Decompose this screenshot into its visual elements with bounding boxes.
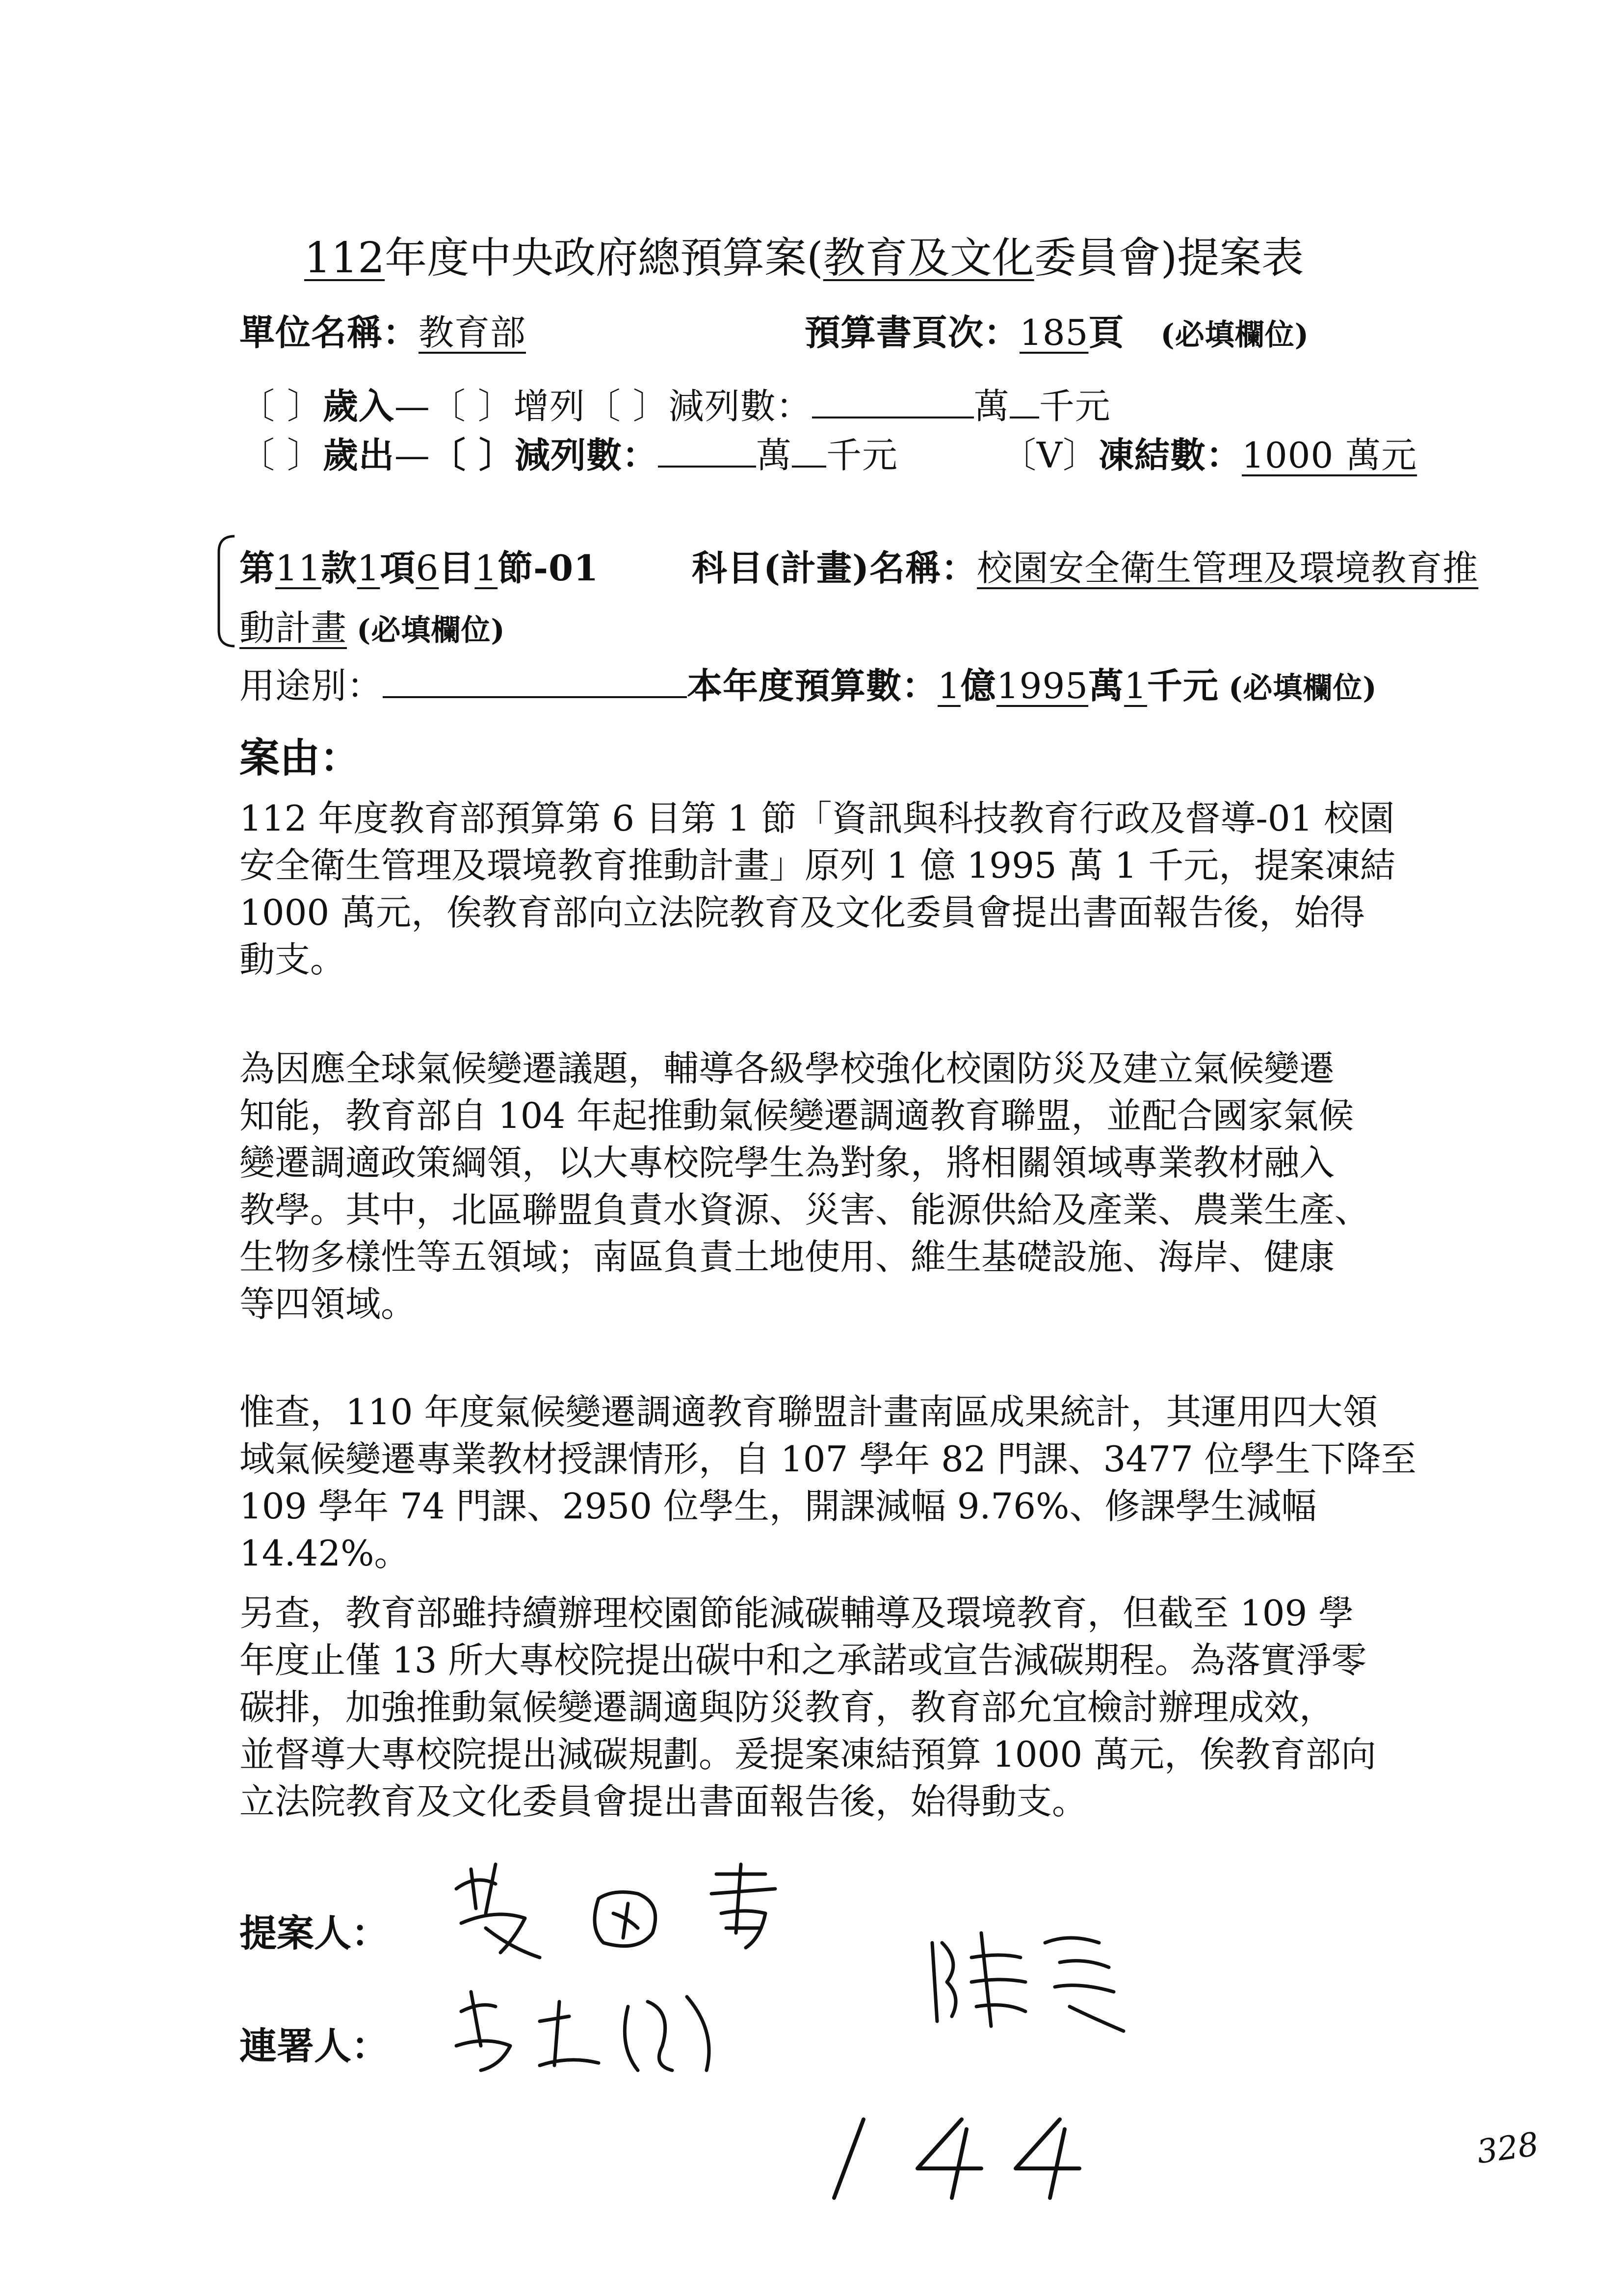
budget-yi: 1 <box>938 665 961 706</box>
p2-line-1: 為因應全球氣候變遷議題，輔導各級學校強化校園防災及建立氣候變遷 <box>239 1048 1335 1089</box>
page-suffix: 頁 <box>1088 312 1125 353</box>
budget-yi-label: 億 <box>960 665 996 706</box>
jie-label: 節-01 <box>498 547 599 589</box>
expenditure-qian: 千元 <box>826 435 898 476</box>
purpose-label: 用途別： <box>239 665 383 706</box>
title-text-2: 委員會)提案表 <box>1034 234 1304 283</box>
freeze-label: 凍結數： <box>1099 434 1242 476</box>
page-ref <box>805 304 1309 355</box>
xiang-value: 1 <box>357 548 380 589</box>
p2-line-3: 變遷調適政策綱領，以大專校院學生為對象，將相關領域專業教材融入 <box>239 1142 1335 1183</box>
revenue-dash: — <box>394 386 430 427</box>
p2-line-2: 知能，教育部自 104 年起推動氣候變遷調適教育聯盟，並配合國家氣候 <box>239 1095 1354 1136</box>
cosigner-signature-1 <box>442 1972 746 2085</box>
corner-number: 328 <box>1474 2125 1541 2171</box>
subject-continuation <box>239 600 505 651</box>
title-year: 112 <box>304 234 385 283</box>
budget-qian-label: 千元 <box>1147 665 1219 706</box>
p1-line-1: 112 年度教育部預算第 6 目第 1 節「資訊與科技教育行政及督導-01 校園 <box>239 798 1395 839</box>
p2-line-6: 等四領域。 <box>239 1283 417 1325</box>
form-title <box>304 224 1304 285</box>
revenue-qian-blank <box>1010 385 1039 418</box>
p4-line-2: 年度止僅 13 所大專校院提出碳中和之承諾或宣告減碳期程。為落實淨零 <box>239 1640 1367 1681</box>
subject-label: 科目(計畫)名稱： <box>692 547 977 589</box>
page-label: 預算書頁次： <box>805 312 1020 353</box>
item-required-note: (必填欄位) <box>357 613 505 648</box>
revenue-wan: 萬 <box>973 386 1010 427</box>
expenditure-wan-blank <box>658 434 756 468</box>
title-text-1: 年度中央政府總預算案( <box>385 234 823 283</box>
p1-line-2: 安全衛生管理及環境教育推動計畫」原列 1 億 1995 萬 1 千元，提案凍結 <box>239 845 1396 886</box>
p3-line-1: 惟查，110 年度氣候變遷調適教育聯盟計畫南區成果統計，其運用四大領 <box>239 1391 1378 1433</box>
freeze-value: 1000 萬元 <box>1242 435 1417 476</box>
unit-value: 教育部 <box>419 312 526 353</box>
revenue-bracket: 〔 〕 <box>239 386 323 427</box>
cosigner-label: 連署人： <box>239 2024 389 2068</box>
p4-line-5: 立法院教育及文化委員會提出書面報告後，始得動支。 <box>239 1781 1088 1822</box>
expenditure-line <box>239 427 898 478</box>
revenue-label: 歲入 <box>322 385 394 427</box>
mu-label: 目 <box>439 547 475 589</box>
cosigner-signature-2 <box>913 1913 1148 2051</box>
page-number-text <box>805 2110 1109 2208</box>
jie-value: 1 <box>474 548 498 589</box>
p2-line-4: 教學。其中，北區聯盟負責水資源、災害、能源供給及產業、農業生產、 <box>239 1189 1370 1230</box>
unit-label: 單位名稱： <box>239 312 419 353</box>
purpose-required-note: (必填欄位) <box>1228 671 1377 705</box>
purpose-blank <box>383 665 687 698</box>
expenditure-label: 歲出 <box>322 434 394 476</box>
expenditure-qian-blank <box>792 434 826 468</box>
revenue-wan-blank <box>812 385 974 418</box>
revenue-qian: 千元 <box>1039 386 1111 427</box>
page-value: 185 <box>1020 312 1089 353</box>
subject-field <box>692 540 1478 591</box>
revenue-line <box>239 378 1111 429</box>
kuan-value: 11 <box>275 548 321 589</box>
kuan-prefix: 第 <box>239 547 276 589</box>
reason-paragraph-3 <box>239 1388 1437 1577</box>
title-committee: 教育及文化 <box>823 234 1034 283</box>
kuan-label: 款 <box>321 547 357 589</box>
purpose-line <box>239 657 1377 708</box>
reason-heading: 案由： <box>239 734 361 782</box>
expenditure-wan: 萬 <box>756 435 792 476</box>
budget-qian: 1 <box>1124 665 1147 706</box>
expenditure-bracket: 〔 〕 <box>239 435 323 476</box>
mu-value: 6 <box>416 548 439 589</box>
revenue-increase: 〔 〕增列 <box>430 386 585 427</box>
budget-wan-label: 萬 <box>1088 665 1125 706</box>
budget-wan: 1995 <box>996 665 1089 706</box>
expenditure-decrease: 〔 〕減列數： <box>430 434 658 476</box>
freeze-field <box>1001 427 1417 478</box>
p1-line-3: 1000 萬元，俟教育部向立法院教育及文化委員會提出書面報告後，始得 <box>239 892 1365 933</box>
revenue-decrease: 〔 〕減列數： <box>585 386 812 427</box>
xiang-label: 項 <box>380 547 416 589</box>
p4-line-4: 並督導大專校院提出減碳規劃。爰提案凍結預算 1000 萬元，俟教育部向 <box>239 1734 1377 1775</box>
freeze-bracket: 〔V〕 <box>1001 435 1099 476</box>
p2-line-5: 生物多樣性等五領域；南區負責土地使用、維生基礎設施、海岸、健康 <box>239 1236 1335 1278</box>
subject-line-2: 動計畫 <box>239 607 347 649</box>
item-brace <box>210 532 239 650</box>
p1-line-4: 動支。 <box>239 939 346 980</box>
proposer-signature <box>442 1854 864 1972</box>
p4-line-1: 另查，教育部雖持續辦理校園節能減碳輔導及環境教育，但截至 109 學 <box>239 1592 1354 1634</box>
p3-line-2: 域氣候變遷專業教材授課情形，自 107 學年 82 門課、3477 位學生下降至 <box>239 1438 1416 1480</box>
required-note: (必填欄位) <box>1160 318 1310 352</box>
reason-paragraph-1 <box>239 795 1437 983</box>
reason-paragraph-4 <box>239 1590 1437 1825</box>
expenditure-dash: — <box>394 435 430 476</box>
unit-line <box>239 304 762 355</box>
budget-label: 本年度預算數： <box>687 665 938 706</box>
subject-line-1: 校園安全衛生管理及環境教育推 <box>977 548 1479 589</box>
item-line <box>239 540 599 591</box>
p4-line-3: 碳排，加強推動氣候變遷調適與防災教育，教育部允宜檢討辦理成效， <box>239 1687 1335 1728</box>
p3-line-3: 109 學年 74 門課、2950 位學生，開課減幅 9.76%、修課學生減幅 14.42%。 <box>239 1486 1317 1574</box>
reason-paragraph-2 <box>239 1045 1437 1328</box>
proposer-label: 提案人： <box>239 1911 389 1955</box>
